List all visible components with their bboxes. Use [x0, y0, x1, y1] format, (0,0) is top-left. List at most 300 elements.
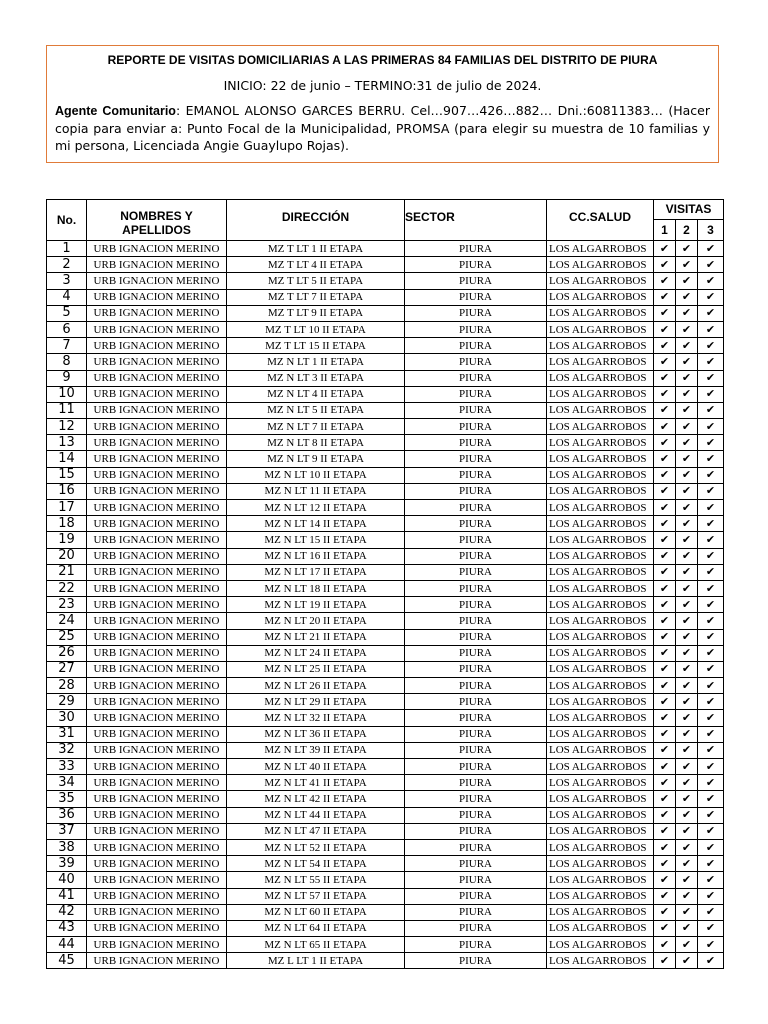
row-name: URB IGNACION MERINO [87, 937, 227, 953]
visit-1-check: ✔ [654, 467, 676, 483]
row-name: URB IGNACION MERINO [87, 483, 227, 499]
row-sector: PIURA [405, 370, 547, 386]
row-name: URB IGNACION MERINO [87, 742, 227, 758]
row-sector: PIURA [405, 289, 547, 305]
table-row [47, 645, 724, 661]
row-name: URB IGNACION MERINO [87, 775, 227, 791]
row-sector: PIURA [405, 661, 547, 677]
col-header-direccion: DIRECCIÓN [227, 200, 405, 241]
row-sector: PIURA [405, 273, 547, 289]
visit-1-check: ✔ [654, 289, 676, 305]
row-sector: PIURA [405, 775, 547, 791]
visit-2-check: ✔ [676, 580, 698, 596]
col-header-visitas: VISITAS [654, 200, 724, 220]
table-row [47, 661, 724, 677]
table-row [47, 435, 724, 451]
visit-1-check: ✔ [654, 694, 676, 710]
row-number: 25 [47, 629, 87, 645]
table-row [47, 305, 724, 321]
row-direccion: MZ N LT 3 II ETAPA [227, 370, 405, 386]
visit-2-check: ✔ [676, 597, 698, 613]
row-number: 17 [47, 500, 87, 516]
visit-1-check: ✔ [654, 516, 676, 532]
row-name: URB IGNACION MERINO [87, 791, 227, 807]
row-salud: LOS ALGARROBOS [547, 370, 654, 386]
table-body [47, 241, 724, 969]
row-name: URB IGNACION MERINO [87, 289, 227, 305]
visit-3-check: ✔ [698, 645, 724, 661]
row-direccion: MZ N LT 41 II ETAPA [227, 775, 405, 791]
table-row [47, 338, 724, 354]
table-row [47, 759, 724, 775]
row-direccion: MZ T LT 10 II ETAPA [227, 321, 405, 337]
row-sector: PIURA [405, 694, 547, 710]
row-number: 12 [47, 419, 87, 435]
table-row [47, 678, 724, 694]
row-number: 1 [47, 241, 87, 257]
row-sector: PIURA [405, 823, 547, 839]
col-header-no: No. [47, 200, 87, 241]
row-number: 20 [47, 548, 87, 564]
row-sector: PIURA [405, 241, 547, 257]
row-number: 38 [47, 839, 87, 855]
row-number: 19 [47, 532, 87, 548]
visit-2-check: ✔ [676, 289, 698, 305]
table-row [47, 904, 724, 920]
visit-3-check: ✔ [698, 807, 724, 823]
row-sector: PIURA [405, 888, 547, 904]
row-salud: LOS ALGARROBOS [547, 888, 654, 904]
table-row [47, 386, 724, 402]
row-number: 2 [47, 257, 87, 273]
row-salud: LOS ALGARROBOS [547, 500, 654, 516]
row-name: URB IGNACION MERINO [87, 920, 227, 936]
row-name: URB IGNACION MERINO [87, 532, 227, 548]
row-sector: PIURA [405, 839, 547, 855]
row-number: 42 [47, 904, 87, 920]
visit-2-check: ✔ [676, 273, 698, 289]
table-row [47, 791, 724, 807]
row-name: URB IGNACION MERINO [87, 321, 227, 337]
row-number: 4 [47, 289, 87, 305]
row-name: URB IGNACION MERINO [87, 386, 227, 402]
row-name: URB IGNACION MERINO [87, 516, 227, 532]
row-salud: LOS ALGARROBOS [547, 564, 654, 580]
report-header-box [46, 45, 719, 163]
visit-1-check: ✔ [654, 613, 676, 629]
row-number: 44 [47, 937, 87, 953]
visit-3-check: ✔ [698, 937, 724, 953]
row-salud: LOS ALGARROBOS [547, 419, 654, 435]
row-sector: PIURA [405, 872, 547, 888]
visit-1-check: ✔ [654, 710, 676, 726]
row-number: 11 [47, 402, 87, 418]
row-number: 7 [47, 338, 87, 354]
row-salud: LOS ALGARROBOS [547, 580, 654, 596]
visit-2-check: ✔ [676, 354, 698, 370]
row-salud: LOS ALGARROBOS [547, 872, 654, 888]
table-row [47, 937, 724, 953]
row-number: 13 [47, 435, 87, 451]
row-direccion: MZ N LT 57 II ETAPA [227, 888, 405, 904]
row-name: URB IGNACION MERINO [87, 451, 227, 467]
visit-1-check: ✔ [654, 338, 676, 354]
visit-3-check: ✔ [698, 354, 724, 370]
visit-1-check: ✔ [654, 532, 676, 548]
visit-2-check: ✔ [676, 694, 698, 710]
visit-3-check: ✔ [698, 580, 724, 596]
row-direccion: MZ T LT 7 II ETAPA [227, 289, 405, 305]
row-sector: PIURA [405, 386, 547, 402]
table-row [47, 532, 724, 548]
row-salud: LOS ALGARROBOS [547, 321, 654, 337]
row-name: URB IGNACION MERINO [87, 629, 227, 645]
visit-2-check: ✔ [676, 645, 698, 661]
visit-2-check: ✔ [676, 856, 698, 872]
visit-3-check: ✔ [698, 451, 724, 467]
row-salud: LOS ALGARROBOS [547, 532, 654, 548]
visit-2-check: ✔ [676, 888, 698, 904]
row-direccion: MZ N LT 21 II ETAPA [227, 629, 405, 645]
row-number: 33 [47, 759, 87, 775]
table-row [47, 823, 724, 839]
row-number: 45 [47, 953, 87, 969]
row-direccion: MZ N LT 7 II ETAPA [227, 419, 405, 435]
visit-1-check: ✔ [654, 564, 676, 580]
table-row [47, 888, 724, 904]
agent-label: Agente Comunitario [55, 104, 176, 118]
visit-1-check: ✔ [654, 661, 676, 677]
row-direccion: MZ N LT 26 II ETAPA [227, 678, 405, 694]
visit-2-check: ✔ [676, 338, 698, 354]
row-direccion: MZ N LT 65 II ETAPA [227, 937, 405, 953]
row-direccion: MZ N LT 1 II ETAPA [227, 354, 405, 370]
row-number: 28 [47, 678, 87, 694]
row-sector: PIURA [405, 564, 547, 580]
col-header-visit-1: 1 [654, 219, 676, 240]
row-number: 14 [47, 451, 87, 467]
row-direccion: MZ T LT 5 II ETAPA [227, 273, 405, 289]
row-name: URB IGNACION MERINO [87, 370, 227, 386]
visit-2-check: ✔ [676, 386, 698, 402]
row-name: URB IGNACION MERINO [87, 856, 227, 872]
visit-3-check: ✔ [698, 305, 724, 321]
visit-3-check: ✔ [698, 386, 724, 402]
row-direccion: MZ N LT 64 II ETAPA [227, 920, 405, 936]
visit-1-check: ✔ [654, 548, 676, 564]
row-sector: PIURA [405, 937, 547, 953]
row-salud: LOS ALGARROBOS [547, 791, 654, 807]
visit-3-check: ✔ [698, 321, 724, 337]
row-direccion: MZ N LT 12 II ETAPA [227, 500, 405, 516]
row-direccion: MZ N LT 18 II ETAPA [227, 580, 405, 596]
visit-2-check: ✔ [676, 483, 698, 499]
visit-2-check: ✔ [676, 678, 698, 694]
row-salud: LOS ALGARROBOS [547, 823, 654, 839]
visit-3-check: ✔ [698, 273, 724, 289]
report-title: REPORTE DE VISITAS DOMICILIARIAS A LAS PRIMERAS 84 FAMILIAS DEL DISTRITO DE PIURA [107, 53, 658, 67]
visit-2-check: ✔ [676, 904, 698, 920]
row-direccion: MZ N LT 60 II ETAPA [227, 904, 405, 920]
row-direccion: MZ N LT 19 II ETAPA [227, 597, 405, 613]
visit-1-check: ✔ [654, 370, 676, 386]
row-number: 35 [47, 791, 87, 807]
row-salud: LOS ALGARROBOS [547, 354, 654, 370]
table-row [47, 451, 724, 467]
visit-1-check: ✔ [654, 856, 676, 872]
row-direccion: MZ N LT 5 II ETAPA [227, 402, 405, 418]
row-sector: PIURA [405, 532, 547, 548]
row-sector: PIURA [405, 305, 547, 321]
row-sector: PIURA [405, 597, 547, 613]
visit-3-check: ✔ [698, 500, 724, 516]
visit-2-check: ✔ [676, 532, 698, 548]
visit-2-check: ✔ [676, 321, 698, 337]
visit-1-check: ✔ [654, 645, 676, 661]
row-direccion: MZ N LT 32 II ETAPA [227, 710, 405, 726]
visit-1-check: ✔ [654, 872, 676, 888]
table-row [47, 807, 724, 823]
visit-2-check: ✔ [676, 402, 698, 418]
visit-2-check: ✔ [676, 419, 698, 435]
visit-3-check: ✔ [698, 597, 724, 613]
visit-2-check: ✔ [676, 451, 698, 467]
row-name: URB IGNACION MERINO [87, 823, 227, 839]
visit-1-check: ✔ [654, 807, 676, 823]
row-name: URB IGNACION MERINO [87, 564, 227, 580]
table-row [47, 710, 724, 726]
visit-2-check: ✔ [676, 467, 698, 483]
row-salud: LOS ALGARROBOS [547, 548, 654, 564]
row-salud: LOS ALGARROBOS [547, 661, 654, 677]
visit-2-check: ✔ [676, 710, 698, 726]
row-direccion: MZ N LT 24 II ETAPA [227, 645, 405, 661]
row-salud: LOS ALGARROBOS [547, 629, 654, 645]
row-number: 16 [47, 483, 87, 499]
visit-1-check: ✔ [654, 726, 676, 742]
row-direccion: MZ N LT 55 II ETAPA [227, 872, 405, 888]
visit-1-check: ✔ [654, 953, 676, 969]
row-direccion: MZ N LT 29 II ETAPA [227, 694, 405, 710]
table-row [47, 742, 724, 758]
row-number: 3 [47, 273, 87, 289]
row-number: 10 [47, 386, 87, 402]
table-row [47, 354, 724, 370]
table-row [47, 257, 724, 273]
row-name: URB IGNACION MERINO [87, 273, 227, 289]
visit-2-check: ✔ [676, 435, 698, 451]
row-name: URB IGNACION MERINO [87, 548, 227, 564]
row-salud: LOS ALGARROBOS [547, 467, 654, 483]
row-sector: PIURA [405, 467, 547, 483]
visit-3-check: ✔ [698, 742, 724, 758]
row-direccion: MZ N LT 54 II ETAPA [227, 856, 405, 872]
row-salud: LOS ALGARROBOS [547, 953, 654, 969]
visit-1-check: ✔ [654, 775, 676, 791]
row-number: 29 [47, 694, 87, 710]
visit-3-check: ✔ [698, 823, 724, 839]
visit-3-check: ✔ [698, 613, 724, 629]
visit-1-check: ✔ [654, 597, 676, 613]
row-sector: PIURA [405, 257, 547, 273]
row-number: 24 [47, 613, 87, 629]
visit-3-check: ✔ [698, 289, 724, 305]
visit-1-check: ✔ [654, 580, 676, 596]
visit-2-check: ✔ [676, 791, 698, 807]
table-row [47, 629, 724, 645]
row-name: URB IGNACION MERINO [87, 419, 227, 435]
visit-3-check: ✔ [698, 402, 724, 418]
row-number: 5 [47, 305, 87, 321]
table-row [47, 597, 724, 613]
visit-3-check: ✔ [698, 483, 724, 499]
row-number: 37 [47, 823, 87, 839]
row-salud: LOS ALGARROBOS [547, 759, 654, 775]
row-sector: PIURA [405, 321, 547, 337]
visit-3-check: ✔ [698, 467, 724, 483]
visit-3-check: ✔ [698, 257, 724, 273]
row-salud: LOS ALGARROBOS [547, 856, 654, 872]
visit-3-check: ✔ [698, 516, 724, 532]
row-sector: PIURA [405, 483, 547, 499]
visit-3-check: ✔ [698, 710, 724, 726]
row-salud: LOS ALGARROBOS [547, 435, 654, 451]
row-salud: LOS ALGARROBOS [547, 483, 654, 499]
row-number: 18 [47, 516, 87, 532]
row-name: URB IGNACION MERINO [87, 500, 227, 516]
table-row [47, 419, 724, 435]
row-direccion: MZ T LT 4 II ETAPA [227, 257, 405, 273]
row-sector: PIURA [405, 920, 547, 936]
visit-1-check: ✔ [654, 483, 676, 499]
visit-1-check: ✔ [654, 402, 676, 418]
row-direccion: MZ N LT 16 II ETAPA [227, 548, 405, 564]
row-sector: PIURA [405, 548, 547, 564]
table-row [47, 483, 724, 499]
row-direccion: MZ T LT 9 II ETAPA [227, 305, 405, 321]
table-row [47, 370, 724, 386]
visit-2-check: ✔ [676, 370, 698, 386]
row-name: URB IGNACION MERINO [87, 953, 227, 969]
visit-1-check: ✔ [654, 305, 676, 321]
row-sector: PIURA [405, 742, 547, 758]
visit-1-check: ✔ [654, 354, 676, 370]
visit-1-check: ✔ [654, 823, 676, 839]
visit-3-check: ✔ [698, 775, 724, 791]
visit-3-check: ✔ [698, 872, 724, 888]
row-name: URB IGNACION MERINO [87, 435, 227, 451]
row-number: 30 [47, 710, 87, 726]
visit-2-check: ✔ [676, 839, 698, 855]
visit-1-check: ✔ [654, 386, 676, 402]
row-sector: PIURA [405, 516, 547, 532]
row-number: 41 [47, 888, 87, 904]
visit-3-check: ✔ [698, 629, 724, 645]
row-sector: PIURA [405, 807, 547, 823]
row-sector: PIURA [405, 338, 547, 354]
row-sector: PIURA [405, 580, 547, 596]
visit-1-check: ✔ [654, 500, 676, 516]
row-name: URB IGNACION MERINO [87, 661, 227, 677]
row-name: URB IGNACION MERINO [87, 872, 227, 888]
visit-3-check: ✔ [698, 839, 724, 855]
row-salud: LOS ALGARROBOS [547, 305, 654, 321]
visit-2-check: ✔ [676, 920, 698, 936]
row-number: 26 [47, 645, 87, 661]
row-direccion: MZ N LT 36 II ETAPA [227, 726, 405, 742]
row-salud: LOS ALGARROBOS [547, 904, 654, 920]
visit-2-check: ✔ [676, 872, 698, 888]
visit-1-check: ✔ [654, 419, 676, 435]
visit-1-check: ✔ [654, 937, 676, 953]
row-salud: LOS ALGARROBOS [547, 273, 654, 289]
row-sector: PIURA [405, 856, 547, 872]
col-header-sector: SECTOR [405, 200, 547, 241]
row-salud: LOS ALGARROBOS [547, 402, 654, 418]
row-number: 6 [47, 321, 87, 337]
visit-1-check: ✔ [654, 791, 676, 807]
row-name: URB IGNACION MERINO [87, 613, 227, 629]
row-name: URB IGNACION MERINO [87, 241, 227, 257]
visit-2-check: ✔ [676, 742, 698, 758]
table-row [47, 516, 724, 532]
visit-3-check: ✔ [698, 888, 724, 904]
visit-2-check: ✔ [676, 823, 698, 839]
row-number: 8 [47, 354, 87, 370]
row-salud: LOS ALGARROBOS [547, 257, 654, 273]
row-direccion: MZ N LT 52 II ETAPA [227, 839, 405, 855]
table-row [47, 564, 724, 580]
visit-3-check: ✔ [698, 241, 724, 257]
visit-2-check: ✔ [676, 305, 698, 321]
row-sector: PIURA [405, 904, 547, 920]
row-name: URB IGNACION MERINO [87, 338, 227, 354]
table-row [47, 839, 724, 855]
visit-2-check: ✔ [676, 629, 698, 645]
table-row [47, 467, 724, 483]
table-row [47, 289, 724, 305]
row-number: 22 [47, 580, 87, 596]
visit-1-check: ✔ [654, 629, 676, 645]
visit-2-check: ✔ [676, 726, 698, 742]
row-direccion: MZ N LT 15 II ETAPA [227, 532, 405, 548]
row-direccion: MZ L LT 1 II ETAPA [227, 953, 405, 969]
row-direccion: MZ N LT 39 II ETAPA [227, 742, 405, 758]
row-salud: LOS ALGARROBOS [547, 451, 654, 467]
row-salud: LOS ALGARROBOS [547, 386, 654, 402]
row-direccion: MZ N LT 47 II ETAPA [227, 823, 405, 839]
table-row [47, 273, 724, 289]
row-sector: PIURA [405, 419, 547, 435]
visit-3-check: ✔ [698, 791, 724, 807]
row-sector: PIURA [405, 953, 547, 969]
row-name: URB IGNACION MERINO [87, 726, 227, 742]
row-direccion: MZ N LT 20 II ETAPA [227, 613, 405, 629]
table-row [47, 694, 724, 710]
row-salud: LOS ALGARROBOS [547, 742, 654, 758]
visit-3-check: ✔ [698, 904, 724, 920]
row-number: 9 [47, 370, 87, 386]
visit-3-check: ✔ [698, 338, 724, 354]
table-row [47, 856, 724, 872]
row-direccion: MZ N LT 25 II ETAPA [227, 661, 405, 677]
row-number: 39 [47, 856, 87, 872]
row-number: 36 [47, 807, 87, 823]
visit-2-check: ✔ [676, 775, 698, 791]
visit-3-check: ✔ [698, 694, 724, 710]
row-name: URB IGNACION MERINO [87, 354, 227, 370]
visit-3-check: ✔ [698, 564, 724, 580]
